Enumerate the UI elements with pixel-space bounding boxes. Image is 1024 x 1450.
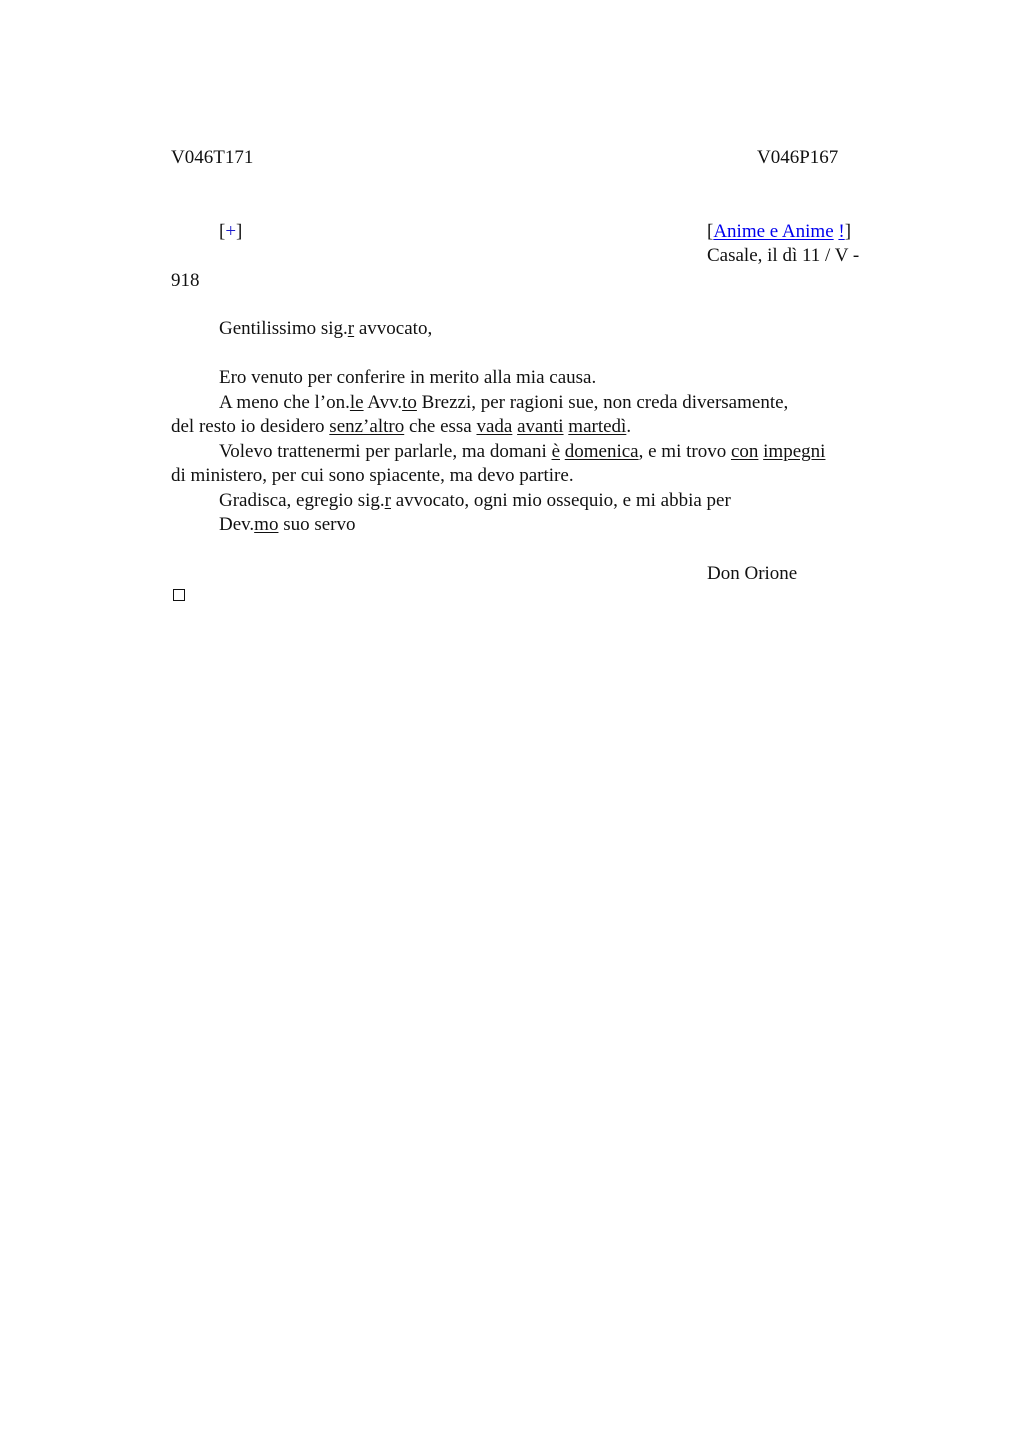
cross-mark: [+] bbox=[219, 221, 243, 242]
body-line-6: Gradisca, egregio sig.r avvocato, ogni mio ossequio, e mi abbia per bbox=[219, 490, 731, 511]
reference-link-line: [Anime e Anime !] bbox=[707, 221, 852, 242]
signature: Don Orione bbox=[707, 563, 798, 584]
body-line-5: di ministero, per cui sono spiacente, ma devo partire. bbox=[171, 465, 574, 486]
body-line-2: A meno che l’on.le Avv.to Brezzi, per ragioni sue, non creda diversamente, bbox=[219, 392, 789, 413]
body-line-7: Dev.mo suo servo bbox=[219, 514, 356, 535]
document-code-left: V046T171 bbox=[171, 147, 254, 168]
body-line-1: Ero venuto per conferire in merito alla mia causa. bbox=[219, 367, 597, 388]
exclamation-link[interactable]: ! bbox=[838, 221, 845, 242]
anime-e-anime-link[interactable]: Anime e Anime bbox=[713, 221, 834, 242]
end-square-icon bbox=[173, 589, 185, 601]
salutation: Gentilissimo sig.r avvocato, bbox=[219, 318, 433, 339]
document-code-right: V046P167 bbox=[757, 147, 839, 168]
cross-symbol: + bbox=[225, 221, 237, 242]
body-line-4: Volevo trattenermi per parlarle, ma domani è domenica, e mi trovo con impegni bbox=[219, 441, 826, 462]
date-line: Casale, il dì 11 / V - bbox=[707, 245, 860, 266]
body-line-3: del resto io desidero senz’altro che essa vada avanti martedì. bbox=[171, 416, 632, 437]
date-year: 918 bbox=[171, 270, 200, 291]
